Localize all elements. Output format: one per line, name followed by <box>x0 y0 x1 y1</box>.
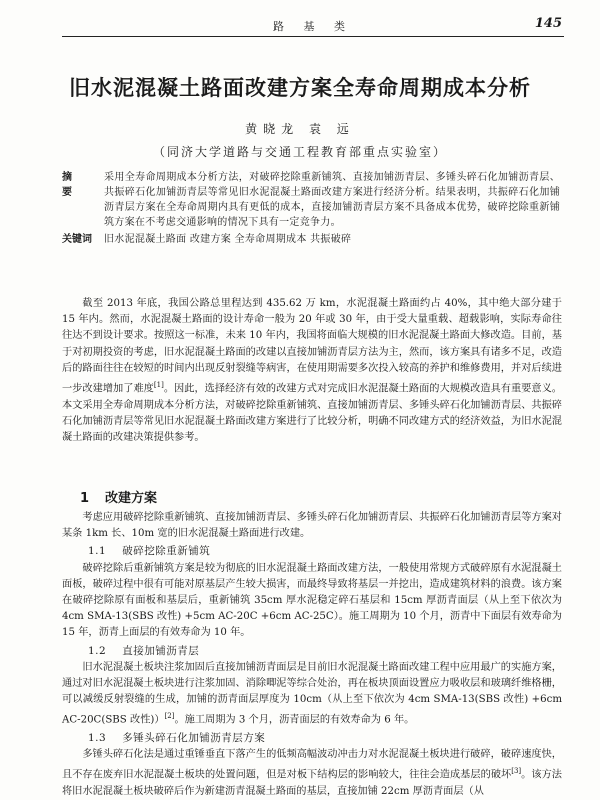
subsection-1-3-title: 多锤头碎石化加铺沥青层方案 <box>122 732 266 745</box>
subsection-1-2-tail: 。施工周期为 3 个月，沥青面层的有效寿命为 6 年。 <box>174 714 415 726</box>
abstract-block <box>62 170 560 247</box>
introduction <box>62 296 562 446</box>
subsection-1-1-heading <box>88 543 562 559</box>
section-1-body <box>62 510 562 800</box>
running-header <box>62 14 564 37</box>
section-1-heading <box>80 487 157 506</box>
abstract-text: 采用全寿命周期成本分析方法，对破碎挖除重新铺筑、直接加铺沥青层、多锤头碎石化加铺沥青层、共振碎石化加铺沥青层等常见旧水泥混凝土路面改建方案进行经济分析。结果表明，共振碎石化加铺沥青层方案在全寿命周期内具有更低的成本，直接加铺沥青层方案不具备成本优势，破碎挖除重新铺筑方案在不考虑交通影响的情况下具有一定竞争力。 <box>104 172 560 228</box>
paper-title: 旧水泥混凝土路面改建方案全寿命周期成本分析 <box>69 76 531 100</box>
subsection-1-2-heading <box>88 643 562 659</box>
subsection-1-3-heading <box>88 730 562 746</box>
affiliation: （同济大学道路与交通工程教育部重点实验室） <box>152 145 447 159</box>
keywords <box>62 232 560 247</box>
citation-3: [3] <box>511 767 522 776</box>
subsection-1-2-title: 直接加铺沥青层 <box>122 644 200 657</box>
subsection-1-3-text: 多锤头碎石化法是通过重锤垂直下落产生的低频高幅波动冲击力对水泥混凝土板块进行破碎，破碎速度快，且不存在废弃旧水泥混凝土板块的处置问题，但是对板下结构层的影响较大，往往会造成基层的破坏 <box>62 749 562 781</box>
subsection-1-3-tail: 。该方法将旧水泥混凝土板块破碎后作为新建沥青混凝土路面的基层，直接加铺 22cm 厚沥青面层（从 <box>62 769 562 798</box>
abstract <box>62 170 560 230</box>
subsection-1-1-number: 1.1 <box>88 545 107 558</box>
citation-2: [2] <box>164 712 175 721</box>
citation-1: [1] <box>153 381 164 390</box>
intro-paragraph <box>62 296 562 446</box>
subsection-1-3-number: 1.3 <box>88 732 107 745</box>
keywords-text: 旧水泥混凝土路面 改建方案 全寿命周期成本 共振破碎 <box>104 234 352 245</box>
page-number: 145 <box>534 16 562 31</box>
abstract-label: 摘 要 <box>62 172 80 198</box>
intro-text-tail: 。因此，选择经济有效的改建方式对完成旧水泥混凝土路面的大规模改造具有重要意义。本文采用全寿命周期成本分析方法，对破碎挖除重新铺筑、直接加铺沥青层、多锤头碎石化加铺沥青层、共振碎石化加铺沥青层等常见旧水泥混凝土路面改建方案进行了比较分析，明确不同改建方式的经济效益，为旧水泥混凝土路面的改建决策提供参考。 <box>62 383 562 444</box>
section-1-title: 改建方案 <box>105 491 158 506</box>
intro-text: 截至 2013 年底，我国公路总里程达到 435.62 万 km，水泥混凝土路面约占 40%，其中绝大部分建于 15 年内。然而，水泥混凝土路面的设计寿命一般为 20 年或 30 年，由于受大量重载、超载影响，实际寿命往往达不到设计要求。按照这一标准，未来 10 年内，我国将面临大规模的旧水泥混凝土路面大修改造。目前，基于对初期投资的考虑，旧水泥混凝土路面的改建以直接加铺沥青层方法为主，然而，该方案具有诸多不足，改造后的路面往往在较短的时间内出现反射裂缝等病害，在使用期需要多次投入较高的养护和维修费用，并对后续进一步改建增加了难度 <box>62 298 562 395</box>
subsection-1-1-text: 破碎挖除后重新铺筑方案是较为彻底的旧水泥混凝土路面改建方法，一般使用常规方式破碎原有水泥混凝土面板，破碎过程中很有可能对原基层产生较大损害，而最终导致将基层一并挖出，造成建筑材料的浪费。该方案在破碎挖除原有面板和基层后，重新铺筑 35cm 厚水泥稳定碎石基层和 15cm 厚沥青面层（从上至下依次为 4cm SMA-13(SBS 改性) +5cm AC-20C +6cm AC-25C）。施工周期为 10 个月，沥青中下面层有效寿命为 15 年，沥青上面层的有效寿命为 10 年。 <box>62 562 562 639</box>
subsection-1-2-text: 旧水泥混凝土板块注浆加固后直接加铺沥青面层是目前旧水泥混凝土路面改建工程中应用最广的实施方案，通过对旧水泥混凝土板块进行注浆加固、消除唧泥等综合处治，再在板块顶面设置应力吸收层和玻璃纤维格栅，可以减缓反射裂缝的生成，加铺的沥青面层厚度为 10cm（从上至下依次为 4cm SMA-13(SBS 改性) +6cm AC-20C(SBS 改性)） <box>62 661 562 726</box>
subsection-1-2-paragraph <box>62 660 562 729</box>
keywords-label: 关键词 <box>62 234 92 245</box>
subsection-1-2-number: 1.2 <box>88 644 107 657</box>
authors: 黄晓龙 袁 远 <box>245 122 355 136</box>
subsection-1-1-title: 破碎挖除重新铺筑 <box>122 545 211 558</box>
section-1-number: 1 <box>80 491 90 506</box>
section-1-intro: 考虑应用破碎挖除重新铺筑、直接加铺沥青层、多锤头碎石化加铺沥青层、共振碎石化加铺沥青层等方案对某条 1km 长、10m 宽的旧水泥混凝土路面进行改建。 <box>62 512 562 540</box>
subsection-1-3-paragraph <box>62 747 562 800</box>
journal-name: 路 基 类 <box>273 20 353 33</box>
